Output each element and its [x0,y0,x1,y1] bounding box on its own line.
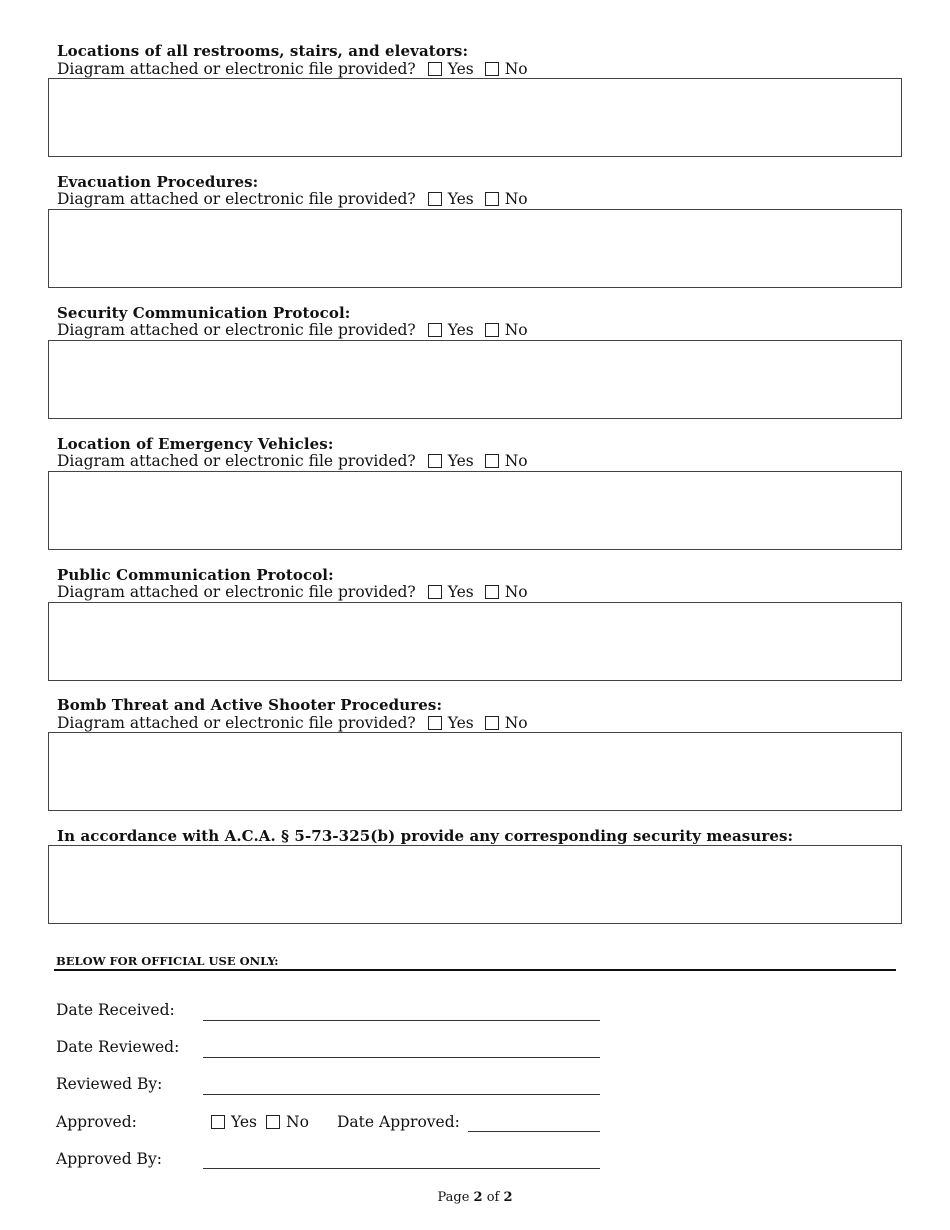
yes-checkbox[interactable] [428,716,442,730]
approved-options [211,1113,309,1131]
diagram-question-emergency-vehicles [57,452,528,470]
no-label: No [504,190,528,208]
answer-box-restrooms[interactable] [48,78,902,157]
section-title-security-communication: Security Communication Protocol: [57,304,351,322]
no-checkbox[interactable] [485,454,499,468]
diagram-question-public-communication [57,583,528,601]
yes-checkbox[interactable] [428,323,442,337]
section-title-restrooms: Locations of all restrooms, stairs, and elevators: [57,42,469,60]
answer-box-security-measures[interactable] [48,845,902,924]
yes-checkbox[interactable] [428,454,442,468]
date-approved-field[interactable] [468,1131,600,1132]
reviewed-by-label: Reviewed By: [56,1075,163,1093]
no-checkbox[interactable] [485,716,499,730]
official-use-heading: BELOW FOR OFFICIAL USE ONLY: [56,954,279,968]
official-use-divider [54,969,896,971]
section-title-public-communication: Public Communication Protocol: [57,566,334,584]
date-received-label: Date Received: [56,1001,175,1019]
yes-checkbox[interactable] [428,62,442,76]
approved-yes-checkbox[interactable] [211,1115,225,1129]
yes-label: Yes [447,452,474,470]
answer-box-evacuation[interactable] [48,209,902,288]
answer-box-public-communication[interactable] [48,602,902,681]
diagram-prompt: Diagram attached or electronic file provided? [57,60,416,78]
section-title-security-measures: In accordance with A.C.A. § 5-73-325(b) provide any corresponding security measures: [57,827,794,845]
current-page: 2 [473,1190,483,1205]
section-title-evacuation: Evacuation Procedures: [57,173,259,191]
diagram-question-bomb-threat [57,714,528,732]
diagram-prompt: Diagram attached or electronic file provided? [57,714,416,732]
total-pages: 2 [503,1190,513,1205]
no-label: No [504,583,528,601]
no-checkbox[interactable] [485,323,499,337]
approved-by-label: Approved By: [56,1150,162,1168]
approved-no-checkbox[interactable] [266,1115,280,1129]
yes-checkbox[interactable] [428,192,442,206]
answer-box-emergency-vehicles[interactable] [48,471,902,550]
diagram-prompt: Diagram attached or electronic file provided? [57,452,416,470]
date-reviewed-field[interactable] [203,1057,600,1058]
diagram-question-evacuation [57,190,528,208]
page-word: Page [437,1190,470,1205]
reviewed-by-field[interactable] [203,1094,600,1095]
no-label: No [504,714,528,732]
diagram-question-restrooms [57,60,528,78]
page-number [0,1190,950,1205]
yes-label: Yes [447,583,474,601]
no-checkbox[interactable] [485,192,499,206]
approved-label: Approved: [56,1113,137,1131]
diagram-prompt: Diagram attached or electronic file provided? [57,190,416,208]
yes-label: Yes [447,60,474,78]
date-approved-label: Date Approved: [337,1113,460,1131]
no-checkbox[interactable] [485,585,499,599]
no-label: No [504,60,528,78]
approved-yes-label: Yes [231,1113,258,1131]
section-title-emergency-vehicles: Location of Emergency Vehicles: [57,435,334,453]
yes-label: Yes [447,321,474,339]
yes-label: Yes [447,714,474,732]
approved-no-label: No [286,1113,309,1131]
no-checkbox[interactable] [485,62,499,76]
of-word: of [486,1190,500,1205]
diagram-question-security-communication [57,321,528,339]
date-received-field[interactable] [203,1020,600,1021]
approved-by-field[interactable] [203,1168,600,1169]
no-label: No [504,452,528,470]
section-title-bomb-threat: Bomb Threat and Active Shooter Procedures: [57,696,443,714]
yes-checkbox[interactable] [428,585,442,599]
diagram-prompt: Diagram attached or electronic file provided? [57,583,416,601]
yes-label: Yes [447,190,474,208]
diagram-prompt: Diagram attached or electronic file provided? [57,321,416,339]
answer-box-security-communication[interactable] [48,340,902,419]
answer-box-bomb-threat[interactable] [48,732,902,811]
date-reviewed-label: Date Reviewed: [56,1038,180,1056]
no-label: No [504,321,528,339]
